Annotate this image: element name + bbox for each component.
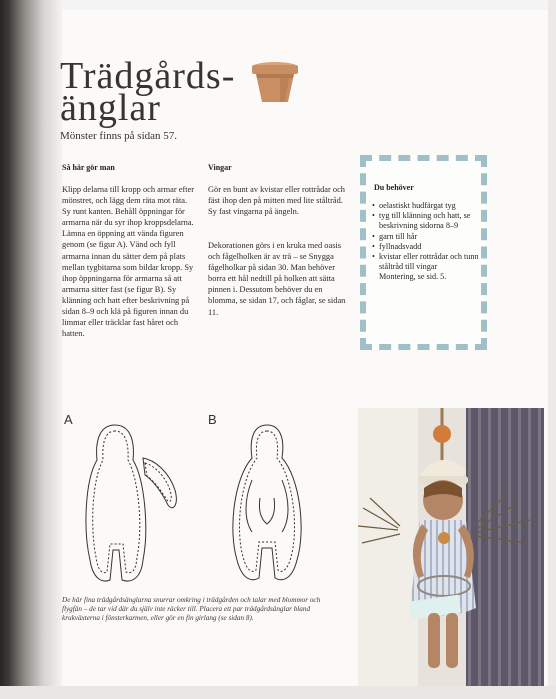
materials-list: [372, 201, 482, 283]
wings-paragraph-2: Dekorationen görs i en kruka med oasis och fågelholken är av trä – se Snygga fågelholkar på sidan 30. Man behöver borra ett hål nedtill på holken att sätta pinnen i. Dessutom behöver du en blomma, se sidan 17, och fåglar, se sidan 11.: [208, 241, 346, 317]
instructions-text: Klipp delarna till kropp och armar efter mönstret, och lägg dem räta mot räta. Sy runt kanten. Behåll öppningar för armarna när du syr ihop kroppsdelarna. Lämna en öppning att vända figuren genom (se figur A). Vänd och fyll armarna innan du sätter dem på plats mellan tygbitarna som bildar kropp. Sy ihop öppningarna för armarna så att armarna sitter fast (se figur B). Sy klänning och hatt efter beskrivning på sidan 8–9 och klä på figuren innan du limmar eller träcklar fast håret och hatten.: [62, 185, 195, 339]
figure-b-label: B: [208, 412, 217, 427]
materials-item: • garn till hår: [372, 232, 482, 242]
flower-pot-icon: [250, 60, 300, 104]
book-spine-shadow: [0, 0, 62, 699]
materials-item: • kvistar eller rottrådar och tunn ståltråd till vingar: [372, 252, 482, 272]
photo-caption: De här fina trädgårdsänglarna snurrar omkring i trädgården och talar med blommor och flygfän – de tar vid där du själv inte räcker till. Placera ett par trädgårdsänglar bland krukväxterna i fönsterkarmen, eller gör en fin girlang (se sidan 8).: [62, 596, 321, 623]
wings-paragraph-1: Gör en bunt av kvistar eller rottrådar och fäst ihop den på mitten med lite ståltråd. Sy fast vingarna på ängeln.: [208, 185, 345, 217]
page-subtitle: Mönster finns på sidan 57.: [60, 130, 178, 142]
page-title: Trädgårds- änglar: [60, 55, 236, 129]
garden-angel-photo: [358, 408, 544, 686]
instructions-heading: Så här gör man: [62, 163, 115, 172]
materials-item: • tyg till klänning och hatt, se beskrivning sidorna 8–9: [372, 211, 482, 231]
figure-a-label: A: [64, 412, 73, 427]
pattern-figure-a: [75, 420, 185, 590]
materials-box: [360, 155, 487, 350]
materials-item: • oelastiskt hudfärgat tyg: [372, 201, 482, 211]
scan-right-edge: [548, 0, 556, 699]
wings-heading: Vingar: [208, 163, 232, 172]
scan-bottom-edge: [0, 686, 556, 699]
pattern-figure-b: [222, 420, 312, 590]
materials-heading: Du behöver: [374, 183, 414, 192]
scan-top-edge: [0, 0, 556, 10]
materials-item: • fyllnadsvadd: [372, 242, 482, 252]
materials-footer: Montering, se sid. 5.: [379, 272, 447, 282]
